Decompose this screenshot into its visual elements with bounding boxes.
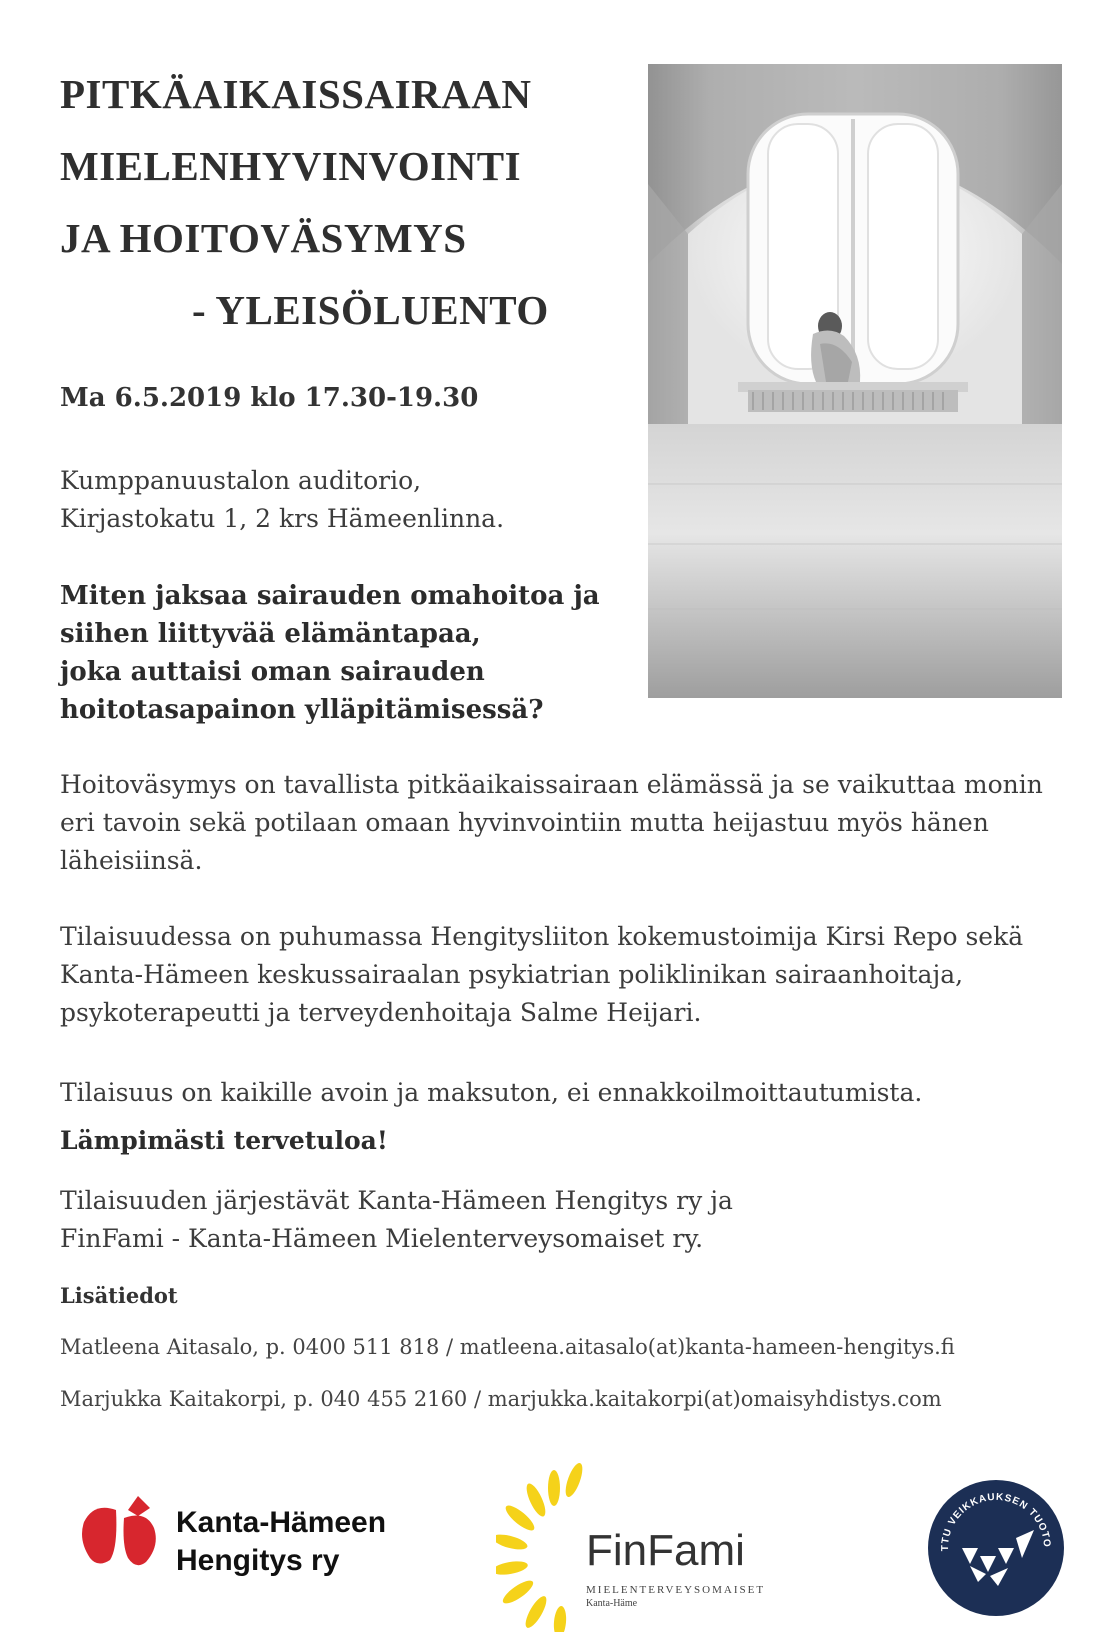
kanta-hameen-hengitys-logo [76, 1488, 416, 1588]
event-venue [60, 462, 620, 538]
question-line-2: siihen liittyvää elämäntapaa, [60, 619, 481, 649]
paragraph-organizers [60, 1182, 1070, 1258]
contact-marjukka: Marjukka Kaitakorpi, p. 040 455 2160 / marjukka.kaitakorpi(at)omaisyhdistys.com [60, 1387, 942, 1411]
lead-question [60, 577, 650, 729]
contact-matleena: Matleena Aitasalo, p. 0400 511 818 / matleena.aitasalo(at)kanta-hameen-hengitys.fi [60, 1335, 955, 1359]
finfami-region: Kanta-Häme [586, 1598, 638, 1609]
finfami-wordmark: FinFami [586, 1526, 745, 1575]
veikkaus-logo-icon [926, 1478, 1066, 1618]
p2-line-2: Kanta-Hämeen keskussairaalan psykiatrian poliklinikan sairaanhoitaja, [60, 960, 964, 989]
title-line-3: JA HOITOVÄSYMYS [60, 215, 467, 261]
veikkaus-badge [926, 1478, 1066, 1618]
info-heading: Lisätiedot [60, 1283, 178, 1308]
welcome-text: Lämpimästi tervetuloa! [60, 1126, 388, 1155]
photo-illustration [648, 64, 1062, 698]
question-line-1: Miten jaksaa sairauden omahoitoa ja [60, 581, 600, 611]
p1-line-2: eri tavoin sekä potilaan omaan hyvinvointiin mutta heijastuu myös hänen [60, 808, 989, 837]
p1-line-1: Hoitoväsymys on tavallista pitkäaikaissairaan elämässä ja se vaikuttaa monin [60, 770, 1043, 799]
finfami-sun-icon [496, 1462, 586, 1632]
hero-photo [648, 64, 1062, 698]
p3-line: Tilaisuus on kaikille avoin ja maksuton, ei ennakkoilmoittautumista. [60, 1078, 923, 1107]
p2-line-1: Tilaisuudessa on puhumassa Hengitysliiton kokemustoimija Kirsi Repo sekä [60, 922, 1024, 951]
kh-wordmark [176, 1504, 386, 1580]
veikkaus-arc-text: TTU VEIKKAUKSEN TUOTO [939, 1491, 1053, 1552]
p4-line-2: FinFami - Kanta-Hämeen Mielenterveysomaiset ry. [60, 1224, 704, 1253]
finfami-subtitle: MIELENTERVEYSOMAISET [586, 1584, 766, 1596]
title-subtitle: - YLEISÖLUENTO [192, 287, 549, 333]
hengitys-lungs-icon [76, 1488, 166, 1578]
p1-line-3: läheisiinsä. [60, 846, 203, 875]
venue-line-1: Kumppanuustalon auditorio, [60, 466, 422, 495]
paragraph-speakers [60, 918, 1070, 1032]
paragraph-open-free [60, 1074, 1070, 1112]
kh-line-1: Kanta-Hämeen [176, 1506, 387, 1539]
finfami-logo [496, 1462, 796, 1632]
paragraph-hoitovasymys [60, 766, 1070, 880]
venue-line-2: Kirjastokatu 1, 2 krs Hämeenlinna. [60, 504, 505, 533]
p2-line-3: psykoterapeutti ja terveydenhoitaja Salme Heijari. [60, 998, 702, 1027]
question-line-3: joka auttaisi oman sairauden [60, 657, 485, 687]
p4-line-1: Tilaisuuden järjestävät Kanta-Hämeen Hengitys ry ja [60, 1186, 733, 1215]
question-line-4: hoitotasapainon ylläpitämisessä? [60, 695, 544, 725]
event-date: Ma 6.5.2019 klo 17.30-19.30 [60, 383, 479, 413]
title-line-2: MIELENHYVINVOINTI [60, 143, 522, 189]
poster-title [60, 58, 620, 346]
title-line-1: PITKÄAIKAISSAIRAAN [60, 71, 532, 117]
kh-line-2: Hengitys ry [176, 1544, 340, 1577]
